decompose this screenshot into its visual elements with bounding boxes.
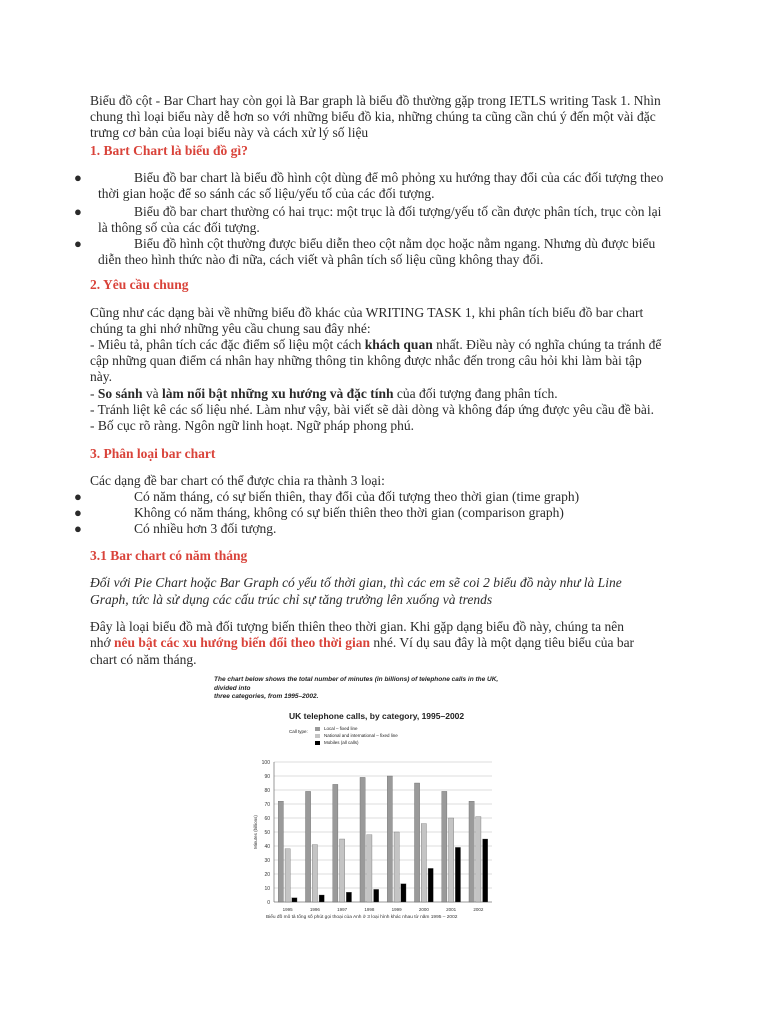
legend-title: Call type:	[289, 729, 308, 734]
bullet-icon: ●	[74, 170, 82, 185]
bar	[394, 832, 399, 902]
bar	[428, 868, 433, 902]
requirement-text: nhất. Điều này có nghĩa chúng ta tránh để	[432, 337, 662, 352]
x-tick-label: 1995	[282, 907, 293, 912]
bar	[292, 898, 297, 902]
y-tick-label: 100	[261, 759, 270, 766]
bar	[442, 791, 447, 902]
bar	[285, 849, 290, 902]
x-tick-label: 2000	[418, 907, 429, 912]
figure-caption-line: three categories, from 1995–2002.	[214, 693, 319, 700]
y-tick-label: 20	[264, 871, 270, 878]
y-tick-label: 0	[267, 899, 270, 906]
legend-label: Mobiles (all calls)	[324, 740, 359, 745]
list-item-text: diễn theo hình thức nào đi nữa, cách viết và phân tích số liệu cũng không thay đổi.	[98, 252, 544, 267]
y-tick-label: 30	[264, 857, 270, 864]
requirement-bold: So sánh	[97, 386, 143, 401]
y-tick-label: 50	[264, 829, 270, 836]
x-tick-label: 1996	[309, 907, 320, 912]
list-item-text: Có nhiều hơn 3 đối tượng.	[134, 521, 277, 536]
y-tick-label: 70	[264, 801, 270, 808]
legend-label: National and international – fixed line	[324, 733, 398, 738]
bar	[340, 839, 345, 902]
list-item-text: Biểu đồ hình cột thường được biểu diễn theo cột nằm dọc hoặc nằm ngang. Nhưng dù được biểu	[134, 236, 656, 251]
bar	[414, 783, 419, 902]
x-tick-label: 2001	[446, 907, 457, 912]
section-2-heading: 2. Yêu cầu chung	[90, 277, 189, 292]
bar	[333, 784, 338, 902]
bar	[319, 895, 324, 902]
y-tick-label: 60	[264, 815, 270, 822]
section-3-heading: 3. Phân loại bar chart	[90, 446, 216, 461]
chart-title: UK telephone calls, by category, 1995–2002	[289, 711, 465, 721]
requirement-1	[90, 337, 690, 353]
bullet-icon: ●	[74, 204, 82, 219]
list-item	[74, 204, 678, 236]
intro-line-3: trưng cơ bản của loại biểu này và cách xử lý số liệu	[90, 125, 369, 140]
list-item-text: Không có năm tháng, không có sự biến thiên theo thời gian (comparison graph)	[134, 505, 564, 520]
list-item-text: Có năm tháng, có sự biến thiên, thay đổi của đối tượng theo thời gian (time graph)	[134, 489, 580, 504]
list-item-text: Biểu đồ bar chart thường có hai trục: một trục là đối tượng/yếu tố cần được phân tích, trục còn lại	[134, 204, 662, 219]
section-3-1-paragraph-line-3: chart có năm tháng.	[90, 652, 197, 667]
requirement-4: - Bố cục rõ ràng. Ngôn ngữ linh hoạt. Ngữ pháp phong phú.	[90, 418, 414, 433]
list-item-text: là thông số của các đối tượng.	[98, 220, 260, 235]
section-3-1-paragraph-line-2	[90, 635, 690, 651]
y-tick-label: 10	[264, 885, 270, 892]
y-tick-label: 90	[264, 773, 270, 780]
paragraph-text: nhớ	[90, 635, 115, 650]
x-tick-label: 1998	[364, 907, 375, 912]
requirement-text: -	[90, 386, 98, 401]
list-item	[74, 236, 678, 268]
y-tick-label: 40	[264, 843, 270, 850]
bar	[312, 845, 317, 902]
paragraph-text: nhé. Ví dụ sau đây là một dạng tiêu biểu của bar	[370, 635, 635, 650]
requirement-bold: khách quan	[364, 337, 433, 352]
bullet-icon: ●	[74, 521, 82, 536]
bar	[360, 777, 365, 902]
section-3-1-heading: 3.1 Bar chart có năm tháng	[90, 548, 248, 563]
highlight-text: nêu bật các xu hướng biến đổi theo thời gian	[114, 635, 370, 650]
requirement-1-line-3: này.	[90, 369, 112, 384]
x-tick-label: 1999	[391, 907, 402, 912]
requirement-text: - Miêu tả, phân tích các đặc điểm số liệu một cách	[90, 337, 365, 352]
bar	[449, 818, 454, 902]
section-2-intro-line-1: Cũng như các dạng bài về những biểu đồ khác của WRITING TASK 1, khi phân tích biểu đồ bar chart	[90, 305, 644, 320]
figure-caption-line: The chart below shows the total number of minutes (in billions) of telephone calls in the UK, divided into	[214, 676, 499, 692]
bullet-icon: ●	[74, 236, 82, 251]
intro-line-1: Biểu đồ cột - Bar Chart hay còn gọi là Bar graph là biểu đồ thường gặp trong IETLS writing Task 1. Nhìn	[90, 93, 661, 108]
requirement-1-line-2: cập những quan điểm cá nhân hay những thông tin không được nhắc đến trong câu hỏi khi làm bài tập	[90, 353, 642, 368]
legend-label: Local – fixed line	[324, 726, 358, 731]
italic-note-line-1: Đối với Pie Chart hoặc Bar Graph có yếu tố thời gian, thì các em sẽ coi 2 biểu đồ này như là Line	[90, 575, 622, 590]
bar	[476, 817, 481, 902]
section-3-intro: Các dạng đề bar chart có thể được chia ra thành 3 loại:	[90, 473, 385, 488]
x-tick-label: 1997	[337, 907, 348, 912]
x-tick-label: 2002	[473, 907, 484, 912]
list-item	[74, 170, 678, 202]
y-tick-label: 80	[264, 787, 270, 794]
bar	[469, 801, 474, 902]
bar	[374, 889, 379, 902]
italic-note-line-2: Graph, tức là sử dụng các cấu trúc chỉ sự tăng trưởng lên xuống và trends	[90, 592, 493, 607]
list-item-text: thời gian hoặc để so sánh các số liệu/yếu tố của các đối tượng.	[98, 186, 435, 201]
list-item-text: Biểu đồ bar chart là biểu đồ hình cột dùng để mô phỏng xu hướng thay đổi của các đối tượng theo	[134, 170, 664, 185]
y-axis-label: Minutes (billions)	[253, 815, 258, 849]
list-item	[74, 489, 678, 505]
bullet-icon: ●	[74, 489, 82, 504]
section-3-1-paragraph-line-1: Đây là loại biểu đồ mà đối tượng biến thiên theo thời gian. Khi gặp dạng biểu đồ này, chúng ta nên	[90, 619, 624, 634]
requirement-2	[90, 386, 690, 402]
list-item	[74, 505, 678, 521]
chart-figure	[214, 676, 514, 926]
bar	[401, 884, 406, 902]
section-2-intro-line-2: chúng ta ghi nhớ những yêu cầu chung sau đây nhé:	[90, 321, 371, 336]
requirement-text: của đối tượng đang phân tích.	[393, 386, 558, 401]
list-item	[74, 521, 678, 537]
bar	[455, 847, 460, 902]
bar-chart	[214, 676, 514, 916]
bullet-icon: ●	[74, 505, 82, 520]
figure-caption-bottom: Biểu đồ mô tả tổng số phút gọi thoại của Anh ở 3 loại hình khác nhau từ năm 1995 – 2002	[266, 915, 458, 920]
bar	[421, 824, 426, 902]
section-1-heading: 1. Bart Chart là biểu đồ gì?	[90, 143, 248, 158]
bar	[483, 839, 488, 902]
bar	[346, 892, 351, 902]
requirement-text: và	[142, 386, 163, 401]
requirement-bold: làm nổi bật những xu hướng và đặc tính	[162, 386, 394, 401]
bar	[387, 776, 392, 902]
requirement-3: - Tránh liệt kê các số liệu nhé. Làm như vậy, bài viết sẽ dài dòng và không đáp ứng được yêu cầu đề bài.	[90, 402, 654, 417]
bar	[305, 791, 310, 902]
intro-line-2: chung thì loại biểu này dễ hơn so với những biểu đồ kia, những chúng ta cũng cần chú ý đến một vài đặc	[90, 109, 656, 124]
bar	[278, 801, 283, 902]
bar	[367, 835, 372, 902]
